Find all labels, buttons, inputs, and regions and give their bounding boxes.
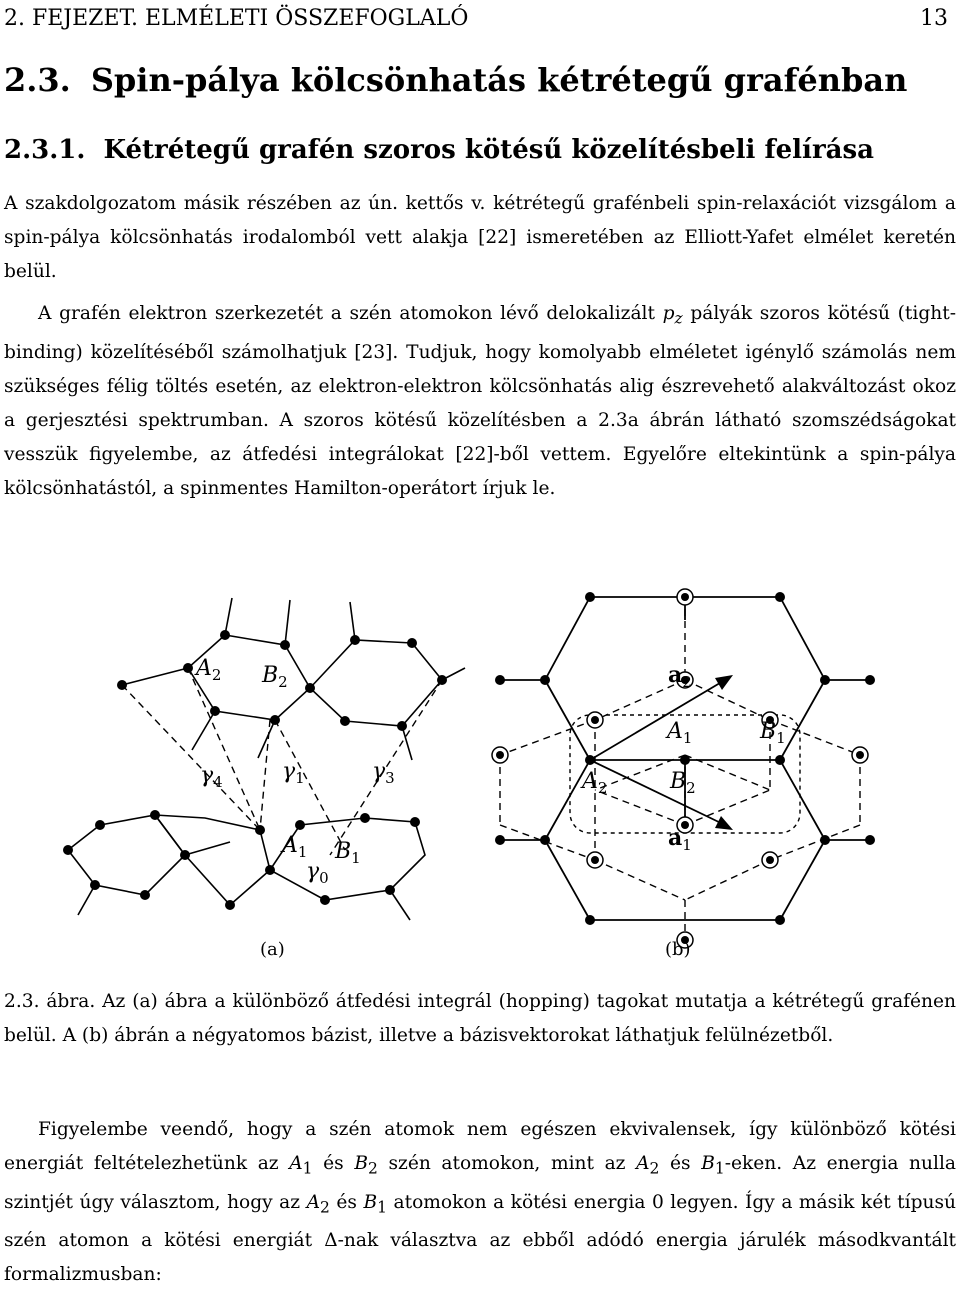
section-number: 2.3. xyxy=(4,61,71,99)
label-b-a2: $a_2$ xyxy=(668,662,692,691)
p3-math-A2b: A xyxy=(306,1191,321,1213)
p3-text-3: szén atomokon, mint az xyxy=(377,1153,637,1174)
p3-sub-2: 2 xyxy=(367,1159,378,1178)
p3-sub-1: 1 xyxy=(302,1159,313,1178)
top-hexagon-right xyxy=(310,640,442,726)
panel-b-labels xyxy=(580,662,786,960)
paragraph-tight-binding xyxy=(4,297,956,506)
caption-text: Az (a) ábra a különböző átfedési integrál (hopping) tagokat mutatja a kétrétegű grafénen belül. A (b) ábrán a négyatomos bázist, illetve a bázisvektorokat láthatjuk felülnézetből. xyxy=(4,991,956,1046)
label-a-B1: $B_1$ xyxy=(335,839,361,867)
label-a-A2: $A_2$ xyxy=(196,656,222,684)
subsection-number: 2.3.1. xyxy=(4,135,86,165)
p3-text-2: és xyxy=(312,1153,355,1174)
subsection-title xyxy=(4,130,874,170)
p3-sub-3: 2 xyxy=(649,1159,660,1178)
label-gamma4: $\gamma_4$ xyxy=(200,763,223,791)
label-gamma3: $\gamma_3$ xyxy=(372,759,395,787)
label-b-A2: $A_2$ xyxy=(582,769,608,797)
figure-2-3 xyxy=(0,560,960,980)
p3-text-4: és xyxy=(659,1153,702,1174)
section-title xyxy=(4,58,907,102)
p3-math-A2: A xyxy=(636,1153,650,1174)
panel-a-label: (a) xyxy=(260,939,285,960)
p3-math-B2: B xyxy=(354,1153,368,1174)
p3-text-5: -eken. Az energia nulla szintjét úgy választom, hogy az xyxy=(4,1153,956,1213)
p2-text-after: pályák szoros kötésű (tight-binding) közelítéséből számolhatjuk [23]. Tudjuk, hogy komolyabb elméletet igénylő számolás nem szükséges félig töltés esetén, az elektron-elektron kölcsönhatás alig észrevehető alakváltozást okoz a gerjesztési spektrumban. A szoros kötésű közelítésben a 2.3a ábrán látható szomszédságokat vesszük figyelembe, az átfedési integrálokat [22]-ből vettem. Egyelőre eltekintünk a spin-pálya kölcsönhatástól, a spinmentes Hamilton-operátort írjuk le. xyxy=(4,303,956,499)
p3-sub-4: 1 xyxy=(714,1159,725,1178)
page-number: 13 xyxy=(920,6,948,31)
paragraph-energy-levels xyxy=(4,1113,956,1292)
p2-math-z: z xyxy=(674,309,683,328)
section-title-text: Spin-pálya kölcsönhatás kétrétegű grafénban xyxy=(90,61,908,99)
label-b-B1: $B_1$ xyxy=(760,719,786,747)
p2-text-before: A grafén elektron szerkezetét a szén atomokon lévő delokalizált xyxy=(38,303,663,324)
p3-text-1: Figyelembe veendő, hogy a szén atomok nem egészen ekvivalensek, így különböző kötési energiát feltételezhetünk az xyxy=(4,1119,956,1174)
p3-sub-5: 2 xyxy=(320,1198,330,1217)
running-header xyxy=(4,4,948,34)
caption-number: 2.3. ábra. xyxy=(4,991,96,1012)
bottom-hexagon-left xyxy=(68,815,185,895)
p3-text-8: -nak választva az ebből adódó energia járulék másodkvantált formalizmusban: xyxy=(4,1230,956,1286)
label-b-a1: $a_1$ xyxy=(668,825,692,854)
subsection-title-text: Kétrétegű grafén szoros kötésű közelítésbeli felírása xyxy=(103,135,874,165)
chapter-title: 2. FEJEZET. ELMÉLETI ÖSSZEFOGLALÓ xyxy=(4,6,469,31)
p3-text-7: atomokon a kötési energia 0 legyen. Így a másik két típusú szén atomon a kötési energiát xyxy=(4,1191,956,1252)
p2-math-p: p xyxy=(662,303,675,324)
bottom-hexagon-mid xyxy=(155,815,270,905)
p3-math-B1b: B xyxy=(363,1191,378,1213)
p3-math-B1: B xyxy=(701,1153,715,1174)
figure-caption xyxy=(4,985,956,1053)
panel-b-label: (b) xyxy=(665,939,691,960)
label-a-B2: $B_2$ xyxy=(262,663,288,691)
label-b-A1: $A_1$ xyxy=(667,719,693,747)
paragraph-intro: A szakdolgozatom másik részében az ún. kettős v. kétrétegű grafénbeli spin-relaxációt vizsgálom a spin-pálya kölcsönhatás irodalomból vett alakja [22] ismeretében az Elliott-Yafet elmélet keretén belül. xyxy=(4,193,956,282)
label-gamma0: $\gamma_0$ xyxy=(306,859,329,887)
p3-text-6: és xyxy=(329,1191,364,1213)
p3-sub-6: 1 xyxy=(377,1198,388,1217)
panel-b-filled-atoms xyxy=(495,592,875,925)
label-a-A1: $A_1$ xyxy=(282,833,308,861)
label-b-B2: $B_2$ xyxy=(670,769,696,797)
label-gamma1: $\gamma_1$ xyxy=(282,759,305,787)
p3-math-A1: A xyxy=(289,1153,303,1174)
figure-svg xyxy=(0,560,960,980)
p3-math-delta: Δ xyxy=(324,1230,338,1252)
